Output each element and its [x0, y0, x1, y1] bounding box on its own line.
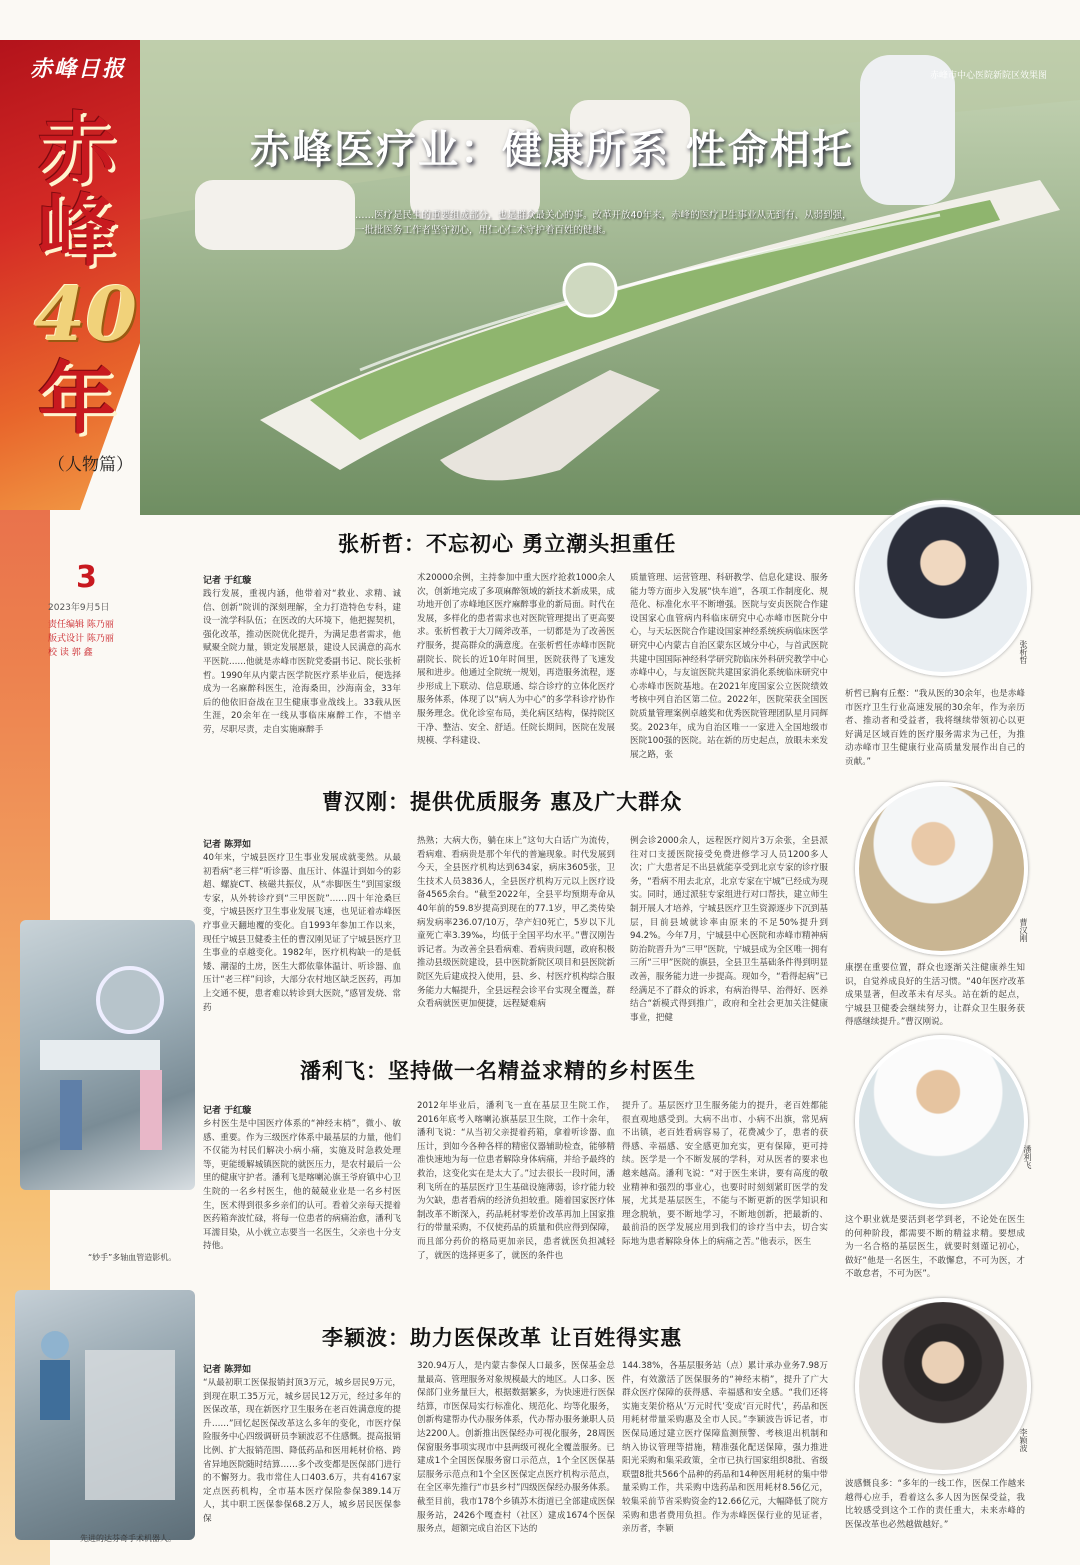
feature-headline: 赤峰医疗业：健康所系 性命相托 — [250, 126, 854, 173]
section-title-zhang: 张析哲：不忘初心 勇立潮头担重任 — [338, 532, 677, 556]
angiography-photo — [20, 920, 195, 1190]
photo-caption: 赤峰市中心医院新院区效果图 — [930, 71, 1048, 81]
section-title-pan: 潘利飞：坚持做一名精益求精的乡村医生 — [300, 1059, 696, 1083]
portrait-zhang — [855, 500, 1031, 676]
angiography-caption: “妙手”多轴血管造影机。 — [88, 1253, 177, 1262]
article-cao-side: 康摆在重要位置，群众也逐渐关注健康养生知识，自觉养成良好的生活习惯。“40年医疗改革成果显著，但改革未有尽头。站在新的起点，宁城县卫健委会继续努力，让群众卫生服务获得感继续提升。”曹汉刚说。 — [845, 963, 1025, 1028]
article-zhang-col3: 质量管理、运营管理、科研教学、信息化建设、服务能力等方面步入发展“快车道”，各项工作制度化、规范化、标准化水平不断增强。医院与安贞医院合作建设国家心血管病内科临床研究中心赤峰市医院分中心，与天坛医院合作建设国家神经系统疾病临床医学研究中心内蒙古自治区蒙东区域分中心，与首武医院共建中国国际神经科学研究院临床外科研究教学中心赤峰中心，与友谊医院共建国家消化系统临床研究中心赤峰市医院基地。在2021年度国家公立医院绩效考核中列自治区第二位。2022年，医院荣获全国医院质量管理案例卓越奖和优秀医院管理团队星月同辉奖。2023年，成为自治区唯一一家进入全国地级市医院100强的医院。站在新的历史起点，放眼未来发展之路，张 — [630, 573, 828, 760]
series-label: （人物篇） — [48, 455, 133, 475]
article-pan-col2: 2012年毕业后，潘利飞一直在基层卫生院工作，2016年底考入喀喇沁旗基层卫生院，工作十余年，潘利飞说：“从当初父亲提着药箱，拿着听诊器、血压计，到如今各种各样的精密仪器辅助检查，能够精准快速地为每一位患者解除身体病痛，并给予最终的救治，这变化实在是太大了。”过去很长一段时间，潘利飞所在的基层医疗卫生基础设施薄弱，诊疗能力较为欠缺，患者看病的经济负担较重。随着国家医疗体制改革不断深入，药品耗材零差价改革再加上国家推行的带量采购，不仅使药品的质量和供应得到保障，而且部分药价的格局更加亲民，患者就医负担减轻了，就医的选择更多了，就医的条件也 — [417, 1101, 615, 1261]
portrait-label-zhang: 张析哲 — [1019, 640, 1028, 664]
article-pan-col3: 提升了。基层医疗卫生服务能力的提升，老百姓都能很直观地感受到。大病不出市、小病不出旗，常见病不出镇，老百姓看病容易了，花费减少了，患者的获得感、幸福感、安全感更加充实，更有保障，更可持续。医学是一个不断发展的学科，对从医者的要求也越来越高。潘利飞说：“对于医生来讲，要有高度的敬业精神和强烈的事业心，也要时时刻刻紧盯医学的发展，尤其是基层医生，不能与不断更新的医学知识和理念脱轨，要不断地学习，不断地创新，把最新的、最前沿的医学发展应用到我们的诊疗当中去，切合实际地为患者解除身体上的病痛之苦。”他表示，医生 — [622, 1101, 828, 1247]
portrait-label-li: 李颖波 — [1019, 1428, 1028, 1452]
article-li-col3: 144.38%，各基层服务站（点）累计承办业务7.98万件，有效激活了医保服务的“神经末梢”，提升了广大群众医疗保障的获得感、幸福感和安全感。“我们还将实施支架价格从‘万元时代’变成‘百元时代’，药品和医用耗材带量采购惠及全市人民。”李颖波告诉记者，市医保局通过建立医疗保障监测预警、考核退出机制和纳入协议管理等措施，精准强化配送保障，强力推进阳光采购和集采政策，全市已执行国家组织8批、省级联盟8批共566个品种的药品和14种医用耗材的集中带量采购工作，共采购中选药品和医用耗材8.56亿元，较集采前节省采购资金约12.66亿元，大幅降低了院方采购和患者费用负担。作为赤峰医保行业的见证者，亲历者，李颖 — [622, 1361, 828, 1535]
article-li-col1: “从最初职工医保报销封顶3万元，城乡居民9万元，到现在职工35万元，城乡居民12万元，经过多年的医保改革，现在新医疗卫生服务在老百姓满意度的提升……”回忆起医保改革这么多年的变化，市医疗保险服务中心四级调研员李颖波忍不住感慨。提高报销比例、扩大报销范围、降低药品和医用耗材价格、跨省异地医院随时结算……多个改变都是医保部门进行的不懈努力。我市常住人口403.6万，共有4167家定点医药机构，全市基本医疗保险参保389.14万人，其中职工医保参保68.2万人，城乡居民医保参保 — [203, 1378, 401, 1524]
reporter-zhang: 记者 于红璇 — [203, 576, 252, 586]
section-title-cao: 曹汉刚：提供优质服务 惠及广大群众 — [322, 790, 683, 814]
reporter-cao: 记者 陈羿如 — [203, 840, 252, 850]
masthead-forty: 40 — [34, 272, 137, 358]
portrait-cao — [855, 782, 1028, 955]
issue-date: 2023年9月5日 — [48, 603, 110, 613]
article-zhang-col1: 践行发展，重视内涵，他带着对“救业、求精、诚信、创新”院训的深刻理解，全力打造特色专科，建设一流学科队伍；在医改的大环境下，他把握契机，强化改革，推动医院优化提升，为满足患者需求，他赋聚全院力量，锁定发展愿景，建设人民满意的高水平医院……他就是赤峰市医院党委副书记、院长张析哲。1990年从内蒙古医学院医疗系毕业后，便选择成为一名麻醉科医生，沧海桑田，沙海南金，33年后的他依旧奋战在卫生健康事业战线上。33载从医生涯，20余年在一线从事临床麻醉工作，不惜辛劳，尽职尽责，走自实施麻醉手 — [203, 589, 401, 735]
portrait-label-cao: 曹汉刚 — [1019, 918, 1028, 942]
surgical-robot-photo — [15, 1290, 195, 1540]
section-title-li: 李颖波：助力医保改革 让百姓得实惠 — [322, 1326, 683, 1350]
edit-credits: 责任编辑 陈乃丽 版式设计 陈乃丽 校 读 郭 鑫 — [48, 620, 114, 658]
article-zhang-side: 析哲已胸有丘壑：“我从医的30余年，也是赤峰市医疗卫生行业高速发展的30余年，作为亲历者、推动者和受益者，我将继续带领初心以更好满足区域百姓的医疗服务需求为己任，为推动赤峰市卫生健康行业高质量发展作出自己的贡献。” — [845, 689, 1025, 767]
masthead-char-chi: 赤 — [38, 104, 117, 195]
feature-lead: ……医疗是民生的重要组成部分，也是群众最关心的事。改革开放40年来，赤峰的医疗卫生事业从无到有、从弱到强，一批批医务工作者坚守初心，用仁心仁术守护着百姓的健康。 — [355, 210, 852, 236]
page-number: 3 — [76, 560, 97, 595]
masthead-char-nian: 年 — [38, 354, 117, 445]
hospital-aerial-photo — [140, 40, 1080, 515]
article-cao-col2: 热熟；大病大伤，躺在床上”这句大白话广为流传，看病难、看病贵是那个年代的普遍现象。时代发展到今天，全县医疗机构达到634家，病床3605张，卫生技术人员3836人，全县医疗机构万元以上医疗设备4565余台。“截至2022年，全县平均预期寿命从40年前的59.8岁提高到现在的77.1岁，甲乙类传染病发病率236.07/10万，孕产妇0死亡，5岁以下儿童死亡率3.39‰，均低于全国平均水平。”曹汉刚告诉记者。为改善全县看病难、看病贵问题，政府积极推动县级医院建设，县中医院新院区项目和县医院新院区先后建成投入使用，县、乡、村医疗机构综合服务能力大幅提升，全县远程会诊平台实现全覆盖，群众看病就医更加便捷，远程疑难病 — [417, 836, 615, 1010]
article-cao-col3: 例会诊2000余人，远程医疗阅片3万余张，全县派往对口支援医院接受免费进修学习人员1200多人次；广大患者足不出县就能享受到北京专家的诊疗服务，“看病不用去北京，北京专家在宁城”已经成为现实。同时，通过派驻专家组进行对口帮扶，建立师生制开展人才培养，宁城县医疗卫生资源逐步下沉到基层，目前县域就诊率由原来的不足50%提升到94.2%。今年7月，宁城县中心医院和赤峰市精神病防治院晋升为“三甲”医院，宁城县成为全区唯一拥有三所“三甲”医院的旗县，全县卫生基础条件得到明显改善，服务能力进一步提高。现如今，“看得起病”已经满足不了群众的诉求，有病治得早、治得好、医养结合“新模式得到推广，政府和全社会更加关注健康事业，把健 — [630, 836, 828, 1023]
portrait-pan — [855, 1035, 1028, 1208]
reporter-li: 记者 陈羿如 — [203, 1365, 252, 1375]
paper-masthead: 赤峰日报 — [30, 56, 127, 82]
portrait-li — [855, 1298, 1031, 1474]
article-zhang-col2: 术20000余例，主持参加中重大医疗抢救1000余人次，创新地完成了多项麻醉领域的新技术新成果，成功地开创了赤峰地区医疗麻醉事业的新局面。时代在发展，多样化的患者需求也对医院管理提出了更高要求。张析哲教于大刀阔斧改革，一切都是为了改善医疗服务，提高群众的满意度。在张析哲任赤峰市医院副院长、院长的近10年时间里，医院获得了飞速发展和进步。他通过全院统一规划，再造服务流程，逐步形成上下联动、信息联通、综合诊疗的立体化医疗服务体系，体现了以“病人为中心”的多学科诊疗协作服务理念。优化诊室布局，美化病区结构，保持院区干净、整洁、安全、舒适。任院长期间，医院在发展规模、学科建设、 — [417, 573, 615, 747]
masthead-char-feng: 峰 — [38, 186, 117, 277]
article-li-col2: 320.94万人，是内蒙古参保人口最多，医保基金总量最高、管理服务对象规模最大的地区。人口多、医保部门业务量巨大，根据数据繁多，为快速进行医保结算，市医保局实行标准化、规范化、均等化服务，创新构建帮办代办服务体系，代办帮办服务兼职人员达2200人。创新推出医保经办可视化服务，28周医保窗服务事项实现市中县两级可视化全覆盖服务。已建成1个全国医保服务窗口示范点，1个全区医保基层服务示范点和1个全区医保定点医疗机构示范点，在全区率先推行“市县乡村”四级医保经办服务体系。截至目前，我市178个乡镇苏木街道已全部建成医保服务站，2426个嘎查村（社区）建成1674个医保服务点，超额完成自治区下达的 — [417, 1361, 615, 1535]
portrait-label-pan: 潘利飞 — [1023, 1145, 1032, 1169]
article-li-side: 波感慨良多：“多年的一线工作，医保工作越来越得心应手，看着这么多人因为医保受益，我比较感受到这个工作的责任重大，未来赤峰的医保改革也必然越做越好。” — [845, 1479, 1025, 1530]
article-cao-col1: 40年来，宁城县医疗卫生事业发展成就斐然。从最初看病“老三样”听诊器、血压计、体温计到如今的彩超、螺旋CT、核磁共振仪，从“赤脚医生”到国家级专家，从外转诊疗到“三甲医院”……四十年沧桑巨变，宁城县医疗卫生事业发展飞速，也见证着赤峰医疗事业天翻地覆的变化。自1993年参加工作以来，现任宁城县卫健委主任的曹汉刚见证了宁城县医疗卫生事业的卓越变化。1982年，医疗机构缺一的是低矮、潮湿的土房，医生大都依靠体温计、听诊器、血压计“老三样”问诊，大部分农村地区缺乏医药，再加上交通不便，患者难以转诊到大医院，”感冒发烧、常药 — [203, 853, 401, 1013]
reporter-pan: 记者 于红璇 — [203, 1106, 252, 1116]
article-pan-col1: 乡村医生是中国医疗体系的“神经末梢”，微小、敏感、重要。作为三级医疗体系中最基层的力量，他们不仅能为村民们解决小病小痛，实施及时急救处理等，更能缓解城镇医院的就医压力，是农村最后一公里的健康守护者。潘利飞是喀喇沁旗王爷府镇中心卫生院的一名乡村医生，他的兢兢业业是一名乡村医生，医术得到很多乡亲们的认可。看着父亲每天提着医药箱奔波忙碌，将每一位患者的病痛治愈，潘利飞耳濡目染，从小就立志要当一名医生，父亲也十分支持他。 — [203, 1119, 401, 1252]
article-pan-side: 这个职业就是要活到老学到老，不论处在医生的何种阶段，都需要不断的精益求精。要想成为一名合格的基层医生，就要时刻谨记初心，做好“他是一名医生，不敢懈怠，不可为医，才不敢怠者，不可为医”。 — [845, 1215, 1025, 1280]
robot-caption: 先进的达芬奇手术机器人。 — [80, 1534, 176, 1543]
